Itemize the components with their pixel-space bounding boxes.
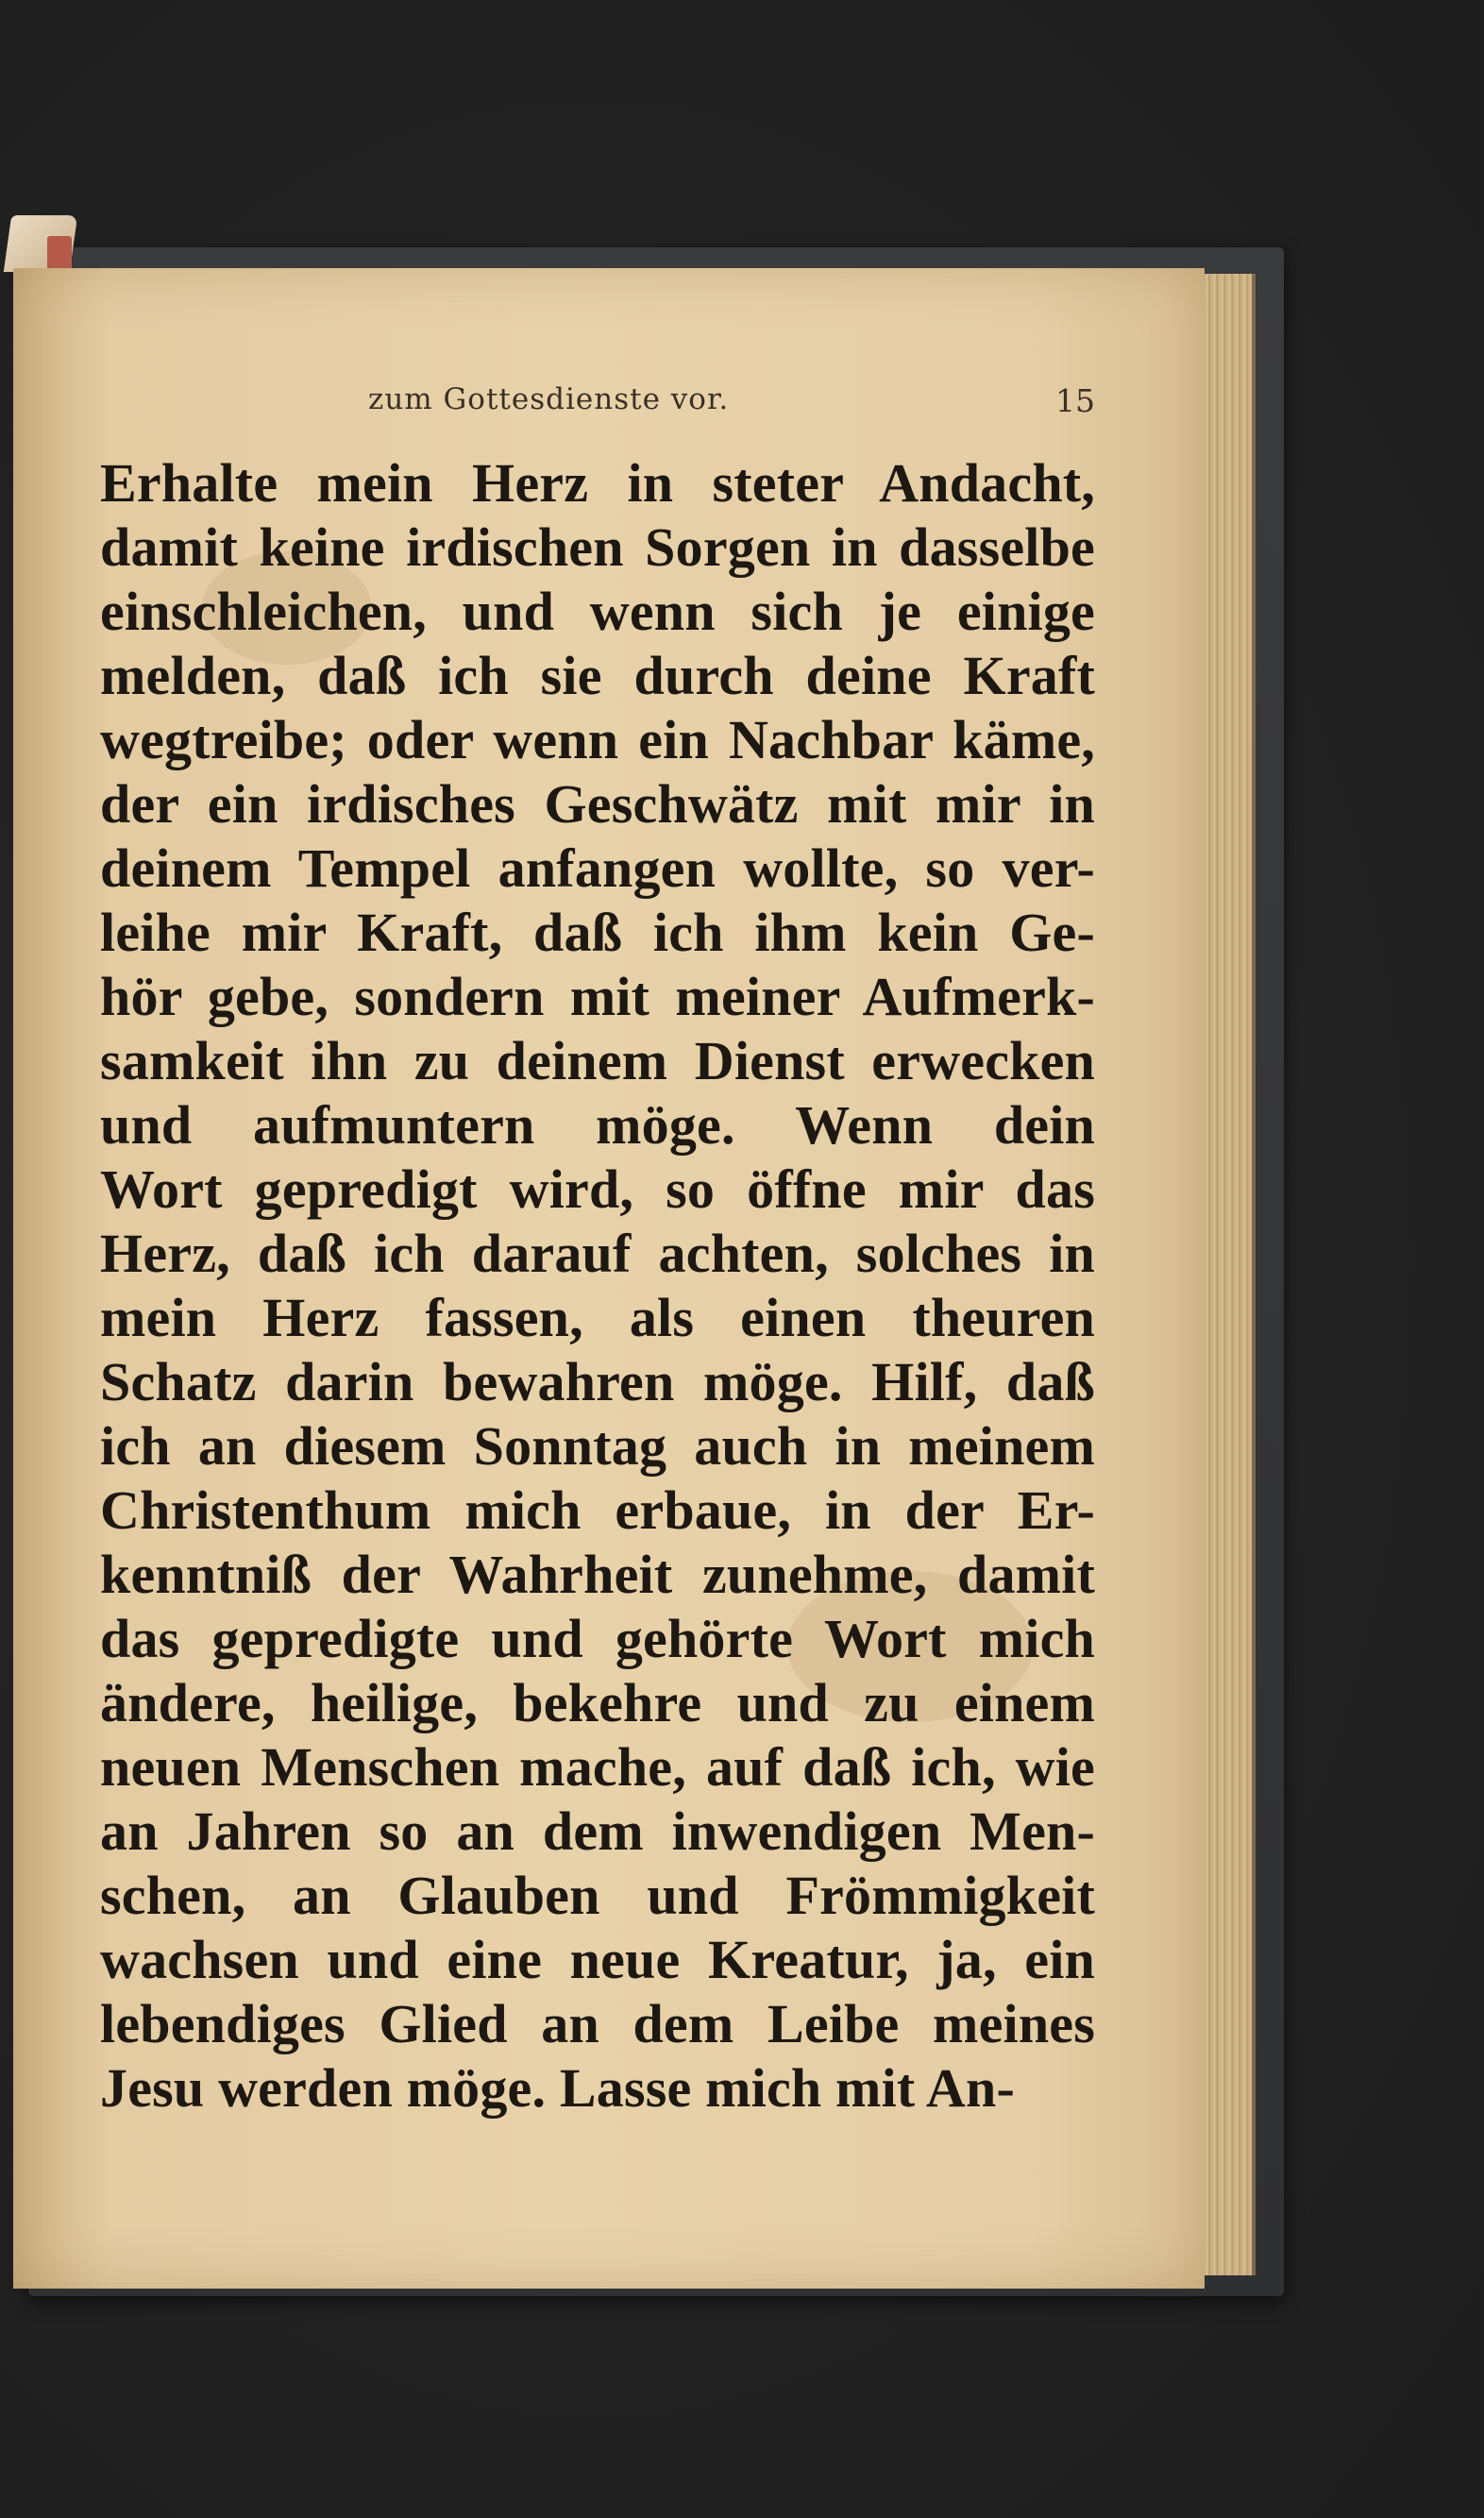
text-line: kenntniß der Wahrheit zunehme, damit: [100, 1544, 1095, 1605]
bookmark-ribbon: [47, 236, 72, 270]
text-line: damit keine irdischen Sorgen in dasselbe: [100, 516, 1095, 578]
text-line: lebendiges Glied an dem Leibe meines: [100, 1993, 1095, 2054]
text-line: wachsen und eine neue Kreatur, ja, ein: [100, 1929, 1095, 1990]
text-line: das gepredigte und gehörte Wort mich: [100, 1608, 1095, 1669]
text-line: schen, an Glauben und Frömmigkeit: [100, 1865, 1095, 1926]
text-line: Christenthum mich erbaue, in der Er-: [100, 1479, 1095, 1541]
text-line: melden, daß ich sie durch deine Kraft: [100, 645, 1095, 706]
text-line: Jesu werden möge. Lasse mich mit An-: [100, 2057, 1015, 2119]
text-line: leihe mir Kraft, daß ich ihm kein Ge-: [100, 902, 1095, 963]
text-line: und aufmuntern möge. Wenn dein: [100, 1094, 1095, 1156]
text-line: hör gebe, sondern mit meiner Aufmerk-: [100, 966, 1095, 1027]
text-line: neuen Menschen mache, auf daß ich, wie: [100, 1736, 1095, 1798]
body-text: [100, 451, 1095, 2121]
text-line: ändere, heilige, bekehre und zu einem: [100, 1672, 1095, 1733]
text-line: ich an diesem Sonntag auch in meinem: [100, 1415, 1095, 1477]
text-line: Herz, daß ich darauf achten, solches in: [100, 1223, 1095, 1284]
page-header: [368, 382, 1095, 430]
text-line: wegtreibe; oder wenn ein Nachbar käme,: [100, 709, 1095, 770]
text-line: einschleichen, und wenn sich je einige: [100, 581, 1095, 642]
text-line: der ein irdisches Geschwätz mit mir in: [100, 773, 1095, 835]
page-edges: [1197, 274, 1256, 2275]
text-line: Wort gepredigt wird, so öffne mir das: [100, 1158, 1095, 1220]
text-line: samkeit ihn zu deinem Dienst erwecken: [100, 1030, 1095, 1091]
text-line: Erhalte mein Herz in steter Andacht,: [100, 452, 1095, 514]
text-line: Schatz darin bewahren möge. Hilf, daß: [100, 1351, 1095, 1412]
text-line: mein Herz fassen, als einen theuren: [100, 1287, 1095, 1348]
text-line: deinem Tempel anfangen wollte, so ver-: [100, 837, 1095, 899]
text-line: an Jahren so an dem inwendigen Men-: [100, 1800, 1095, 1862]
page-number: 15: [1055, 382, 1095, 419]
running-head: zum Gottesdienste vor.: [368, 382, 730, 416]
